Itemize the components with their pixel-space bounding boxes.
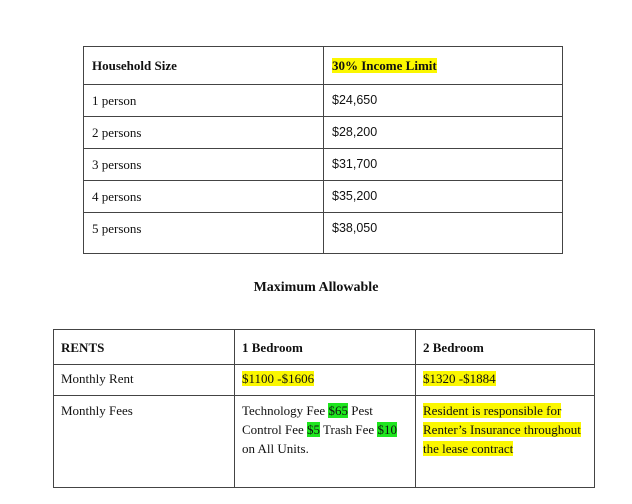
trash-fee-label: Trash Fee xyxy=(320,422,378,437)
table-row xyxy=(84,181,563,213)
income-limit-header xyxy=(324,47,563,85)
income-limit-header-text: 30% Income Limit xyxy=(332,57,437,73)
income-limit-table xyxy=(83,46,563,254)
monthly-rent-label: Monthly Rent xyxy=(54,365,235,396)
one-bedroom-header: 1 Bedroom xyxy=(235,330,416,365)
rent-table xyxy=(53,329,595,488)
household-size-cell: 5 persons xyxy=(84,213,324,254)
income-limit-cell: $38,050 xyxy=(324,213,563,254)
two-bedroom-fees-cell xyxy=(416,396,595,488)
household-size-cell: 4 persons xyxy=(84,181,324,213)
tech-fee-amount: $65 xyxy=(328,403,348,418)
table-header-row xyxy=(84,47,563,85)
one-bedroom-fees-cell xyxy=(235,396,416,488)
two-bedroom-header: 2 Bedroom xyxy=(416,330,595,365)
table-row xyxy=(84,117,563,149)
tech-fee-label: Technology Fee xyxy=(242,403,329,418)
one-bedroom-rent: $1100 -$1606 xyxy=(242,371,315,386)
income-limit-cell: $31,700 xyxy=(324,149,563,181)
monthly-fees-label: Monthly Fees xyxy=(54,396,235,488)
two-bedroom-rent-cell xyxy=(416,365,595,396)
rents-header: RENTS xyxy=(54,330,235,365)
one-bedroom-rent-cell xyxy=(235,365,416,396)
trash-fee-amount: $10 xyxy=(377,422,397,437)
income-limit-cell: $28,200 xyxy=(324,117,563,149)
renters-insurance-note: Resident is responsible for Renter’s Insurance throughout the lease contract xyxy=(423,403,581,456)
household-size-header: Household Size xyxy=(84,47,324,85)
pest-fee-amount: $5 xyxy=(307,422,320,437)
pest-fee-label: Pest Control Fee xyxy=(242,403,373,437)
fees-suffix: on All Units. xyxy=(242,441,309,456)
maximum-allowable-heading: Maximum Allowable xyxy=(253,280,379,295)
table-row xyxy=(84,213,563,254)
household-size-cell: 3 persons xyxy=(84,149,324,181)
table-header-row xyxy=(54,330,595,365)
table-row xyxy=(84,85,563,117)
income-limit-cell: $35,200 xyxy=(324,181,563,213)
household-size-cell: 1 person xyxy=(84,85,324,117)
two-bedroom-rent: $1320 -$1884 xyxy=(423,371,496,386)
table-row xyxy=(54,396,595,488)
table-row xyxy=(54,365,595,396)
income-limit-cell: $24,650 xyxy=(324,85,563,117)
table-row xyxy=(84,149,563,181)
household-size-cell: 2 persons xyxy=(84,117,324,149)
